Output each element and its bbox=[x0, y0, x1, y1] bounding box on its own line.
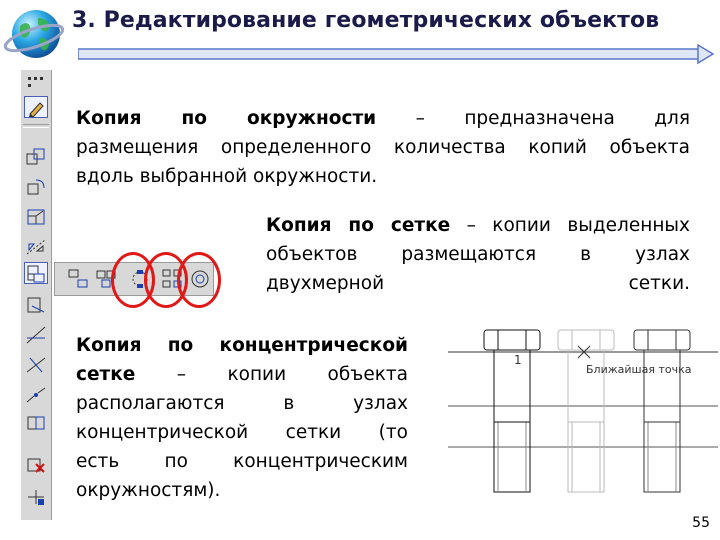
title-underline-arrow bbox=[78, 44, 714, 66]
term-circle-copy: Копия по окружности bbox=[76, 108, 377, 129]
bolt-copy bbox=[634, 330, 690, 492]
trim-two-points-icon[interactable] bbox=[24, 354, 48, 376]
term-grid-copy: Копия по сетке bbox=[266, 215, 451, 236]
label-one: 1 bbox=[514, 353, 522, 367]
bolt-original bbox=[484, 330, 540, 492]
deform-icon[interactable] bbox=[24, 294, 48, 316]
paragraph-grid-copy: Копия по сетке – копии выделенных объектов размещаются в узлах двухмерной сетки. bbox=[266, 211, 690, 298]
paragraph-line: объектов размещаются в узлах bbox=[266, 244, 690, 265]
rotate-object-icon[interactable] bbox=[24, 176, 48, 198]
paragraph-concentric-copy: Копия по концентрической сетке – копии объекта располагаются в узлах концентрической сетки (то есть по концентрическим окружностям). bbox=[76, 331, 408, 505]
select-icon[interactable] bbox=[24, 72, 48, 94]
paragraph-line: вдоль выбранной окружности. bbox=[76, 166, 378, 187]
highlight-ring bbox=[177, 252, 221, 308]
edit-pencil-icon[interactable] bbox=[24, 96, 48, 118]
bolt-copies-drawing bbox=[448, 322, 718, 502]
term-concentric-copy: Копия по концентрической bbox=[76, 335, 408, 356]
delete-area-icon[interactable] bbox=[24, 486, 48, 508]
snap-tooltip: Ближайшая точка bbox=[586, 363, 692, 376]
page-number: 55 bbox=[692, 515, 710, 531]
delete-part-icon[interactable] bbox=[24, 454, 48, 476]
paragraph-line: располагаются в узлах bbox=[76, 393, 408, 414]
slide-title: 3. Редактирование геометрических объектов bbox=[72, 8, 660, 33]
copy-along-curve-icon[interactable] bbox=[67, 268, 89, 290]
globe-logo-icon bbox=[2, 4, 66, 64]
paragraph-circle-copy: Копия по окружности – предназначена для размещения определенного количества копий объекта вдоль выбранной окружности. bbox=[76, 104, 690, 191]
paragraph-line: двухмерной сетки. bbox=[266, 273, 690, 294]
split-icon[interactable] bbox=[24, 412, 48, 434]
trim-icon[interactable] bbox=[24, 324, 48, 346]
paragraph-line: есть по концентрическим bbox=[76, 451, 408, 472]
edit-toolbar bbox=[20, 70, 52, 520]
paragraph-line: размещения определенного количества копий объекта bbox=[76, 137, 690, 158]
move-object-icon[interactable] bbox=[24, 146, 48, 168]
break-icon[interactable] bbox=[24, 384, 48, 406]
scale-object-icon[interactable] bbox=[24, 206, 48, 228]
paragraph-line: окружностям). bbox=[76, 480, 221, 501]
mirror-object-icon[interactable] bbox=[24, 236, 48, 258]
paragraph-line: концентрической сетки (то bbox=[76, 422, 408, 443]
copy-icon[interactable] bbox=[24, 262, 48, 284]
